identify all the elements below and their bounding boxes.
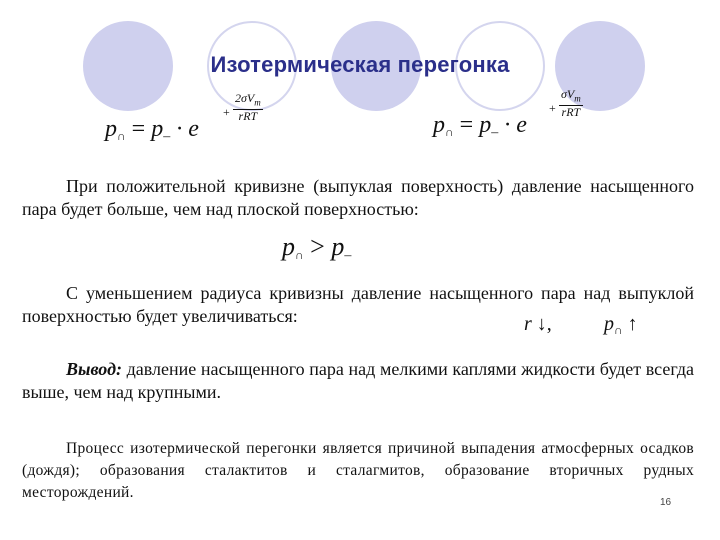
formula-right-plus: + (549, 101, 556, 115)
formula-right-eq: = (453, 112, 480, 138)
radius-decrease (524, 313, 552, 336)
radius-symbol: r (524, 313, 532, 335)
slide-number: 16 (660, 497, 672, 508)
formula-right-exp-num: $\sigma V_m$ (559, 88, 583, 106)
formula-left-main (105, 116, 199, 145)
formula-left-rhs: p (151, 116, 164, 142)
formula-left-lhs-sub: ∩ (117, 129, 126, 143)
paragraph-curvature (22, 175, 694, 221)
paragraph-process (22, 438, 694, 504)
formula-right-exp-den: rRT (561, 105, 581, 120)
formula-left-exponent (233, 92, 263, 123)
formula-left-exp-den: rRT (238, 109, 258, 124)
paragraph-radius (22, 282, 694, 328)
paragraph-radius-text: С уменьшением радиуса кривизны давление насыщенного пара над выпуклой поверхностью будет увеличиваться: (22, 283, 694, 326)
ineq-lhs: p (282, 232, 295, 261)
formula-right-lhs: p (433, 112, 445, 138)
formula-left-plus: + (223, 105, 230, 119)
pressure-symbol: p (604, 313, 614, 335)
paragraph-process-text: Процесс изотермической перегонки является причиной выпадения атмосферных осадков (дождя); образования сталактитов и сталагмитов, образование вторичных рудных месторождений. (22, 440, 694, 501)
formula-right-rhs: p (479, 112, 492, 138)
ineq-lhs-sub: ∩ (295, 248, 304, 262)
paragraph-curvature-text: При положительной кривизне (выпуклая поверхность) давление насыщенного пара будет больше, чем над плоской поверхностью: (22, 176, 694, 219)
down-arrow-icon: ↓ (536, 313, 547, 335)
formula-kelvin-right (433, 88, 633, 148)
formula-kelvin-left (105, 92, 305, 152)
slide-title: Изотермическая перегонка (210, 52, 510, 77)
conclusion-text: давление насыщенного пара над мелкими каплями жидкости будет всегда выше, чем над крупными. (22, 359, 694, 402)
inequality-pressure (282, 232, 351, 264)
conclusion-label: Вывод: (66, 359, 122, 379)
formula-right-lhs-sub: ∩ (445, 125, 454, 139)
formula-left-lhs: p (105, 116, 117, 142)
formula-left-rhs-sub: – (163, 129, 171, 144)
formula-left-exp-num: $2\sigma V_m$ (233, 92, 263, 110)
radius-comma: , (546, 313, 552, 335)
formula-right-rhs-sub: – (491, 125, 499, 140)
ineq-rhs-sub: – (344, 248, 352, 263)
pressure-increase (604, 313, 638, 338)
paragraph-conclusion (22, 358, 694, 404)
pressure-symbol-sub: ∩ (614, 323, 623, 337)
formula-left-mult: · e (170, 116, 199, 142)
formula-right-exponent (559, 88, 583, 119)
up-arrow-icon: ↑ (627, 313, 638, 335)
formula-left-eq: = (125, 116, 152, 142)
formula-right-main (433, 112, 527, 141)
formula-right-mult: · e (498, 112, 527, 138)
ineq-rhs: p (331, 232, 345, 261)
ineq-op: > (303, 232, 332, 261)
